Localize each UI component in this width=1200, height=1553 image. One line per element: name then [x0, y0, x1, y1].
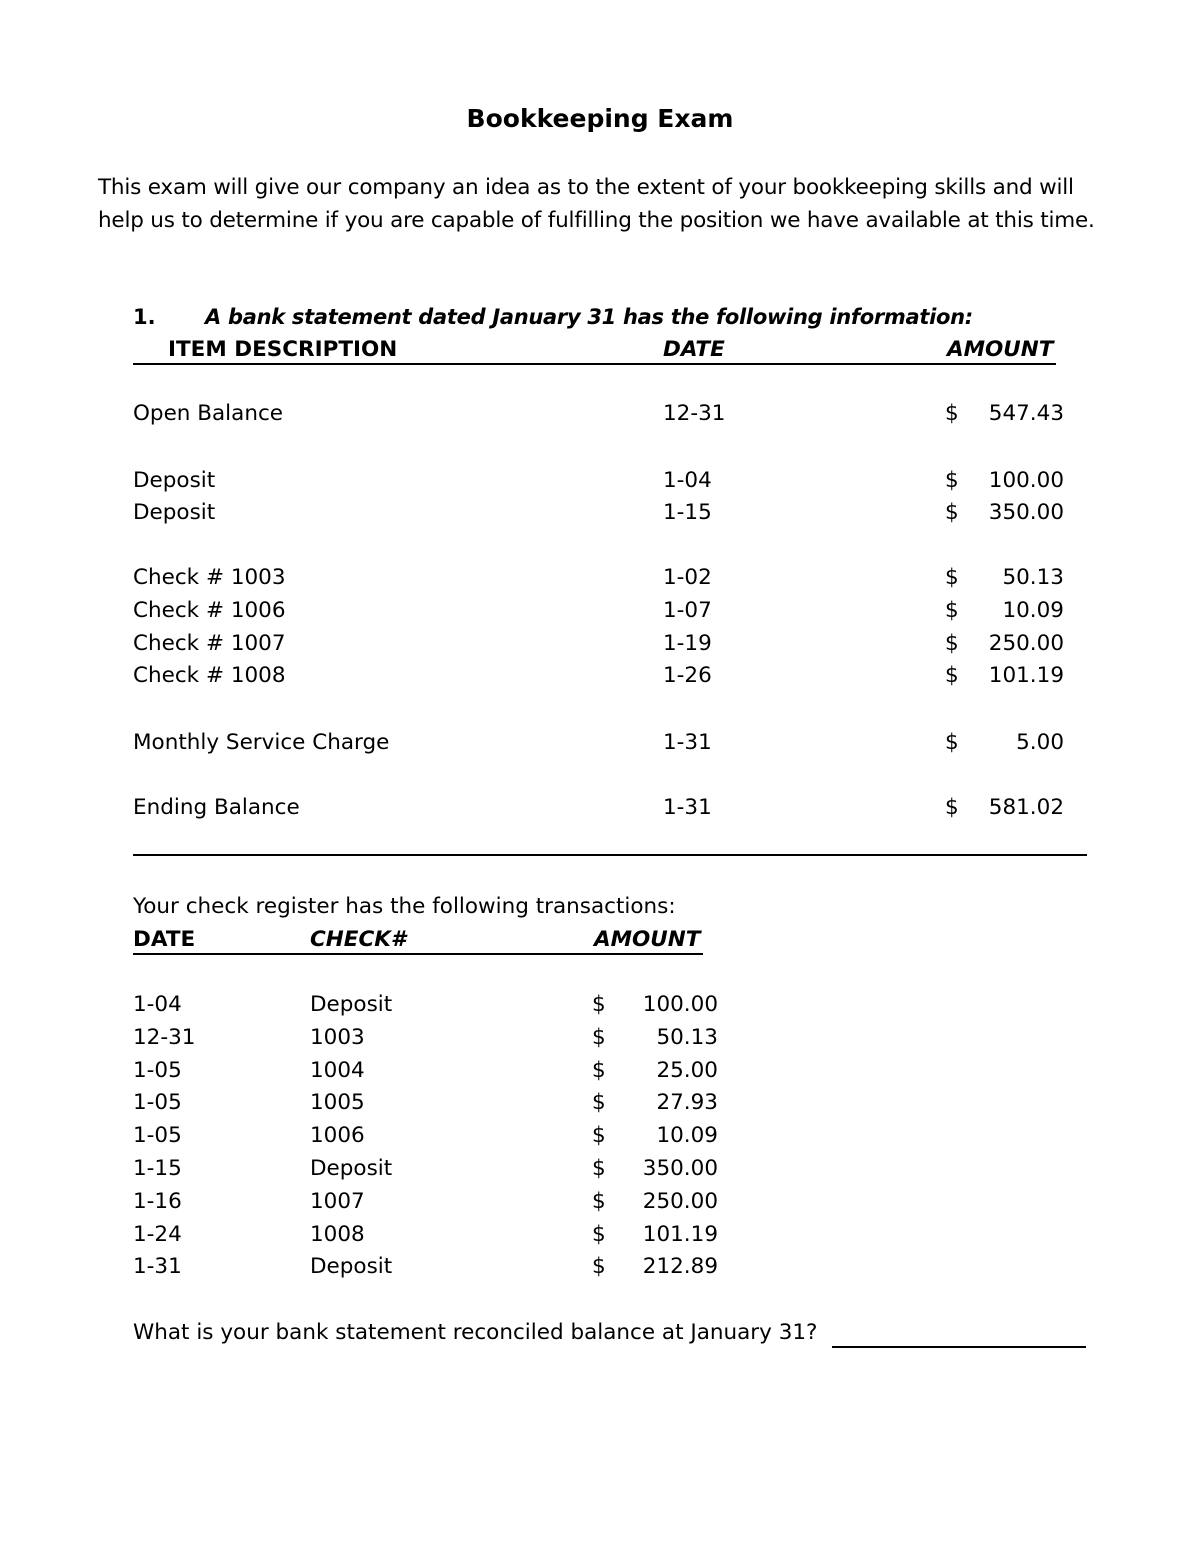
bank-row-date: 1-31: [663, 730, 712, 755]
register-row-amount: 25.00: [656, 1058, 718, 1083]
question-number: 1.: [133, 305, 156, 329]
bank-row-currency: $: [945, 565, 959, 590]
bank-row-amount: 547.43: [988, 401, 1064, 426]
register-row-currency: $: [592, 1090, 606, 1115]
bank-header-item: ITEM DESCRIPTION: [168, 337, 398, 362]
bank-row-item: Check # 1003: [133, 565, 286, 590]
bank-row-currency: $: [945, 795, 959, 820]
bank-row-amount: 101.19: [988, 663, 1064, 688]
register-row-check: 1005: [310, 1090, 365, 1115]
register-row-check: 1004: [310, 1058, 365, 1083]
check-register-label: Your check register has the following transactions:: [133, 894, 676, 919]
register-row-currency: $: [592, 1189, 606, 1214]
register-row-currency: $: [592, 1222, 606, 1247]
register-row-amount: 100.00: [642, 992, 718, 1017]
register-row-check: 1007: [310, 1189, 365, 1214]
reconciled-balance-question: What is your bank statement reconciled balance at January 31?: [133, 1320, 818, 1345]
bank-row-currency: $: [945, 631, 959, 656]
bank-row-item: Deposit: [133, 468, 216, 493]
register-row-date: 1-15: [133, 1156, 182, 1181]
bank-row-item: Open Balance: [133, 401, 284, 426]
bank-row-date: 1-19: [663, 631, 712, 656]
bank-row-amount: 50.13: [1002, 565, 1064, 590]
bank-row-item: Deposit: [133, 500, 216, 525]
register-row-currency: $: [592, 1025, 606, 1050]
bank-row-date: 1-26: [663, 663, 712, 688]
register-row-amount: 350.00: [642, 1156, 718, 1181]
answer-blank-line[interactable]: [832, 1346, 1086, 1348]
bank-row-currency: $: [945, 598, 959, 623]
bank-row-date: 1-02: [663, 565, 712, 590]
register-row-check: Deposit: [310, 992, 393, 1017]
bank-row-amount: 250.00: [988, 631, 1064, 656]
register-row-check: Deposit: [310, 1156, 393, 1181]
register-header-date: DATE: [133, 927, 196, 952]
register-header-check: CHECK#: [310, 927, 406, 952]
bank-header-amount: AMOUNT: [947, 337, 1054, 362]
bank-row-item: Monthly Service Charge: [133, 730, 390, 755]
bank-row-date: 1-07: [663, 598, 712, 623]
register-row-check: 1006: [310, 1123, 365, 1148]
register-row-date: 1-31: [133, 1254, 182, 1279]
register-row-check: 1008: [310, 1222, 365, 1247]
bank-row-currency: $: [945, 401, 959, 426]
register-row-date: 1-04: [133, 992, 182, 1017]
section-divider: [133, 854, 1087, 856]
register-row-amount: 212.89: [642, 1254, 718, 1279]
register-row-date: 1-05: [133, 1058, 182, 1083]
bank-row-currency: $: [945, 730, 959, 755]
question-text: A bank statement dated January 31 has the following information:: [205, 305, 973, 329]
intro-paragraph: This exam will give our company an idea as to the extent of your bookkeeping skills and will help us to determine if you are capable of fulfilling the position we have available at this time.: [98, 175, 1095, 233]
bank-row-currency: $: [945, 500, 959, 525]
bank-row-date: 1-31: [663, 795, 712, 820]
bank-row-item: Check # 1008: [133, 663, 286, 688]
bank-row-amount: 10.09: [1002, 598, 1064, 623]
page-title: Bookkeeping Exam: [466, 104, 734, 133]
bank-row-item: Ending Balance: [133, 795, 300, 820]
bank-row-item: Check # 1006: [133, 598, 286, 623]
register-row-check: 1003: [310, 1025, 365, 1050]
bank-row-item: Check # 1007: [133, 631, 286, 656]
bank-header-date: DATE: [663, 337, 725, 362]
register-row-currency: $: [592, 1058, 606, 1083]
bank-row-currency: $: [945, 468, 959, 493]
register-row-currency: $: [592, 1156, 606, 1181]
register-row-amount: 250.00: [642, 1189, 718, 1214]
register-row-date: 1-16: [133, 1189, 182, 1214]
register-header-underline: [133, 953, 703, 955]
bank-row-amount: 5.00: [1016, 730, 1064, 755]
bank-row-date: 12-31: [663, 401, 726, 426]
bank-header-underline: [133, 363, 1056, 365]
register-header-amount: AMOUNT: [594, 927, 701, 952]
register-row-amount: 10.09: [656, 1123, 718, 1148]
register-row-amount: 101.19: [642, 1222, 718, 1247]
register-row-date: 1-05: [133, 1123, 182, 1148]
register-row-date: 12-31: [133, 1025, 196, 1050]
bank-row-date: 1-15: [663, 500, 712, 525]
register-row-check: Deposit: [310, 1254, 393, 1279]
register-row-currency: $: [592, 1254, 606, 1279]
register-row-date: 1-24: [133, 1222, 182, 1247]
register-row-date: 1-05: [133, 1090, 182, 1115]
bank-row-currency: $: [945, 663, 959, 688]
bank-row-amount: 581.02: [988, 795, 1064, 820]
bank-row-amount: 350.00: [988, 500, 1064, 525]
bank-row-amount: 100.00: [988, 468, 1064, 493]
register-row-currency: $: [592, 992, 606, 1017]
register-row-amount: 27.93: [656, 1090, 718, 1115]
register-row-currency: $: [592, 1123, 606, 1148]
register-row-amount: 50.13: [656, 1025, 718, 1050]
bank-row-date: 1-04: [663, 468, 712, 493]
